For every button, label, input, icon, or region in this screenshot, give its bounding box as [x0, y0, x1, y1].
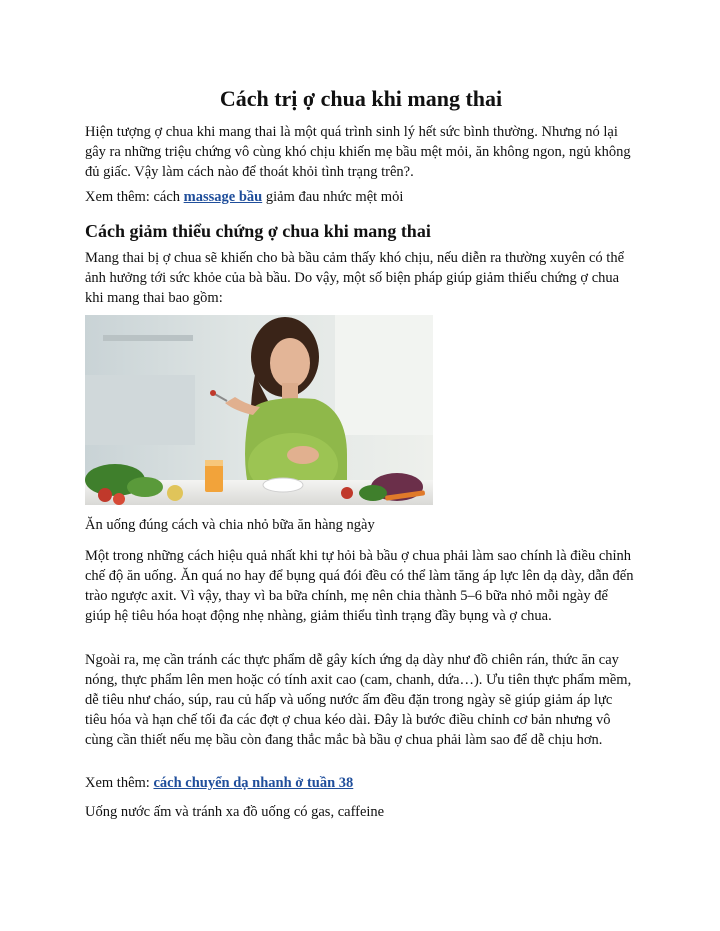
section-heading: Cách giảm thiểu chứng ợ chua khi mang thai [85, 221, 431, 241]
diet-paragraph: Một trong những cách hiệu quả nhất khi tự hỏi bà bầu ợ chua phải làm sao chính là điều chỉnh chế độ ăn uống. Ăn quá no hay để bụng quá đói đều có thể làm tăng áp lực lên dạ dày, dẫn đến trào ngược axit. Vì vậy, thay vì ba bữa chính, mẹ nên chia thành 5–6 bữa nhỏ mỗi ngày để giúp hệ tiêu hóa hoạt động nhẹ nhàng, giảm thiểu tình trạng đầy bụng và ợ chua. [85, 548, 634, 624]
see-more-suffix: giảm đau nhức mệt mỏi [262, 189, 404, 205]
pregnant-woman-kitchen-image [85, 315, 433, 505]
labor-link[interactable]: cách chuyển dạ nhanh ở tuần 38 [153, 775, 354, 791]
see-more-line-1 [85, 187, 637, 207]
massage-link[interactable]: massage bầu [183, 189, 263, 205]
image-caption: Ăn uống đúng cách và chia nhỏ bữa ăn hàng ngày [85, 517, 375, 533]
see-more-line-2 [85, 773, 637, 793]
see-more-prefix: Xem thêm: cách [85, 189, 184, 205]
drink-paragraph: Uống nước ấm và tránh xa đồ uống có gas, caffeine [85, 804, 385, 820]
page-title: Cách trị ợ chua khi mang thai [219, 86, 503, 111]
section-paragraph: Mang thai bị ợ chua sẽ khiến cho bà bầu cảm thấy khó chịu, nếu diễn ra thường xuyên có thể ảnh hưởng tới sức khỏe của bà bầu. Do vậy, một số biện pháp giúp giảm thiểu chứng ợ chua khi mang thai bao gồm: [85, 250, 624, 306]
food-avoid-paragraph: Ngoài ra, mẹ cần tránh các thực phẩm dễ gây kích ứng dạ dày như đồ chiên rán, thức ăn cay nóng, thực phẩm lên men hoặc có tính axit cao (cam, chanh, dứa…). Ưu tiên thực phẩm mềm, dễ tiêu như cháo, súp, rau củ hấp và uống nước ấm đều đặn trong ngày sẽ giúp giảm áp lực tiêu hóa và hạn chế tối đa các đợt ợ chua kéo dài. Đây là bước điều chỉnh cơ bản nhưng vô cùng cần thiết nếu mẹ bầu còn đang thắc mắc bà bầu ợ chua phải làm sao để dễ chịu hơn. [85, 652, 632, 748]
see-more-prefix: Xem thêm: [85, 775, 154, 791]
intro-paragraph: Hiện tượng ợ chua khi mang thai là một quá trình sinh lý hết sức bình thường. Nhưng nó lại gây ra những triệu chứng vô cùng khó chịu khiến mẹ bầu mệt mỏi, ăn không ngon, ngủ không đủ giấc. Vậy làm cách nào để thoát khỏi tình trạng trên?. [85, 124, 631, 180]
